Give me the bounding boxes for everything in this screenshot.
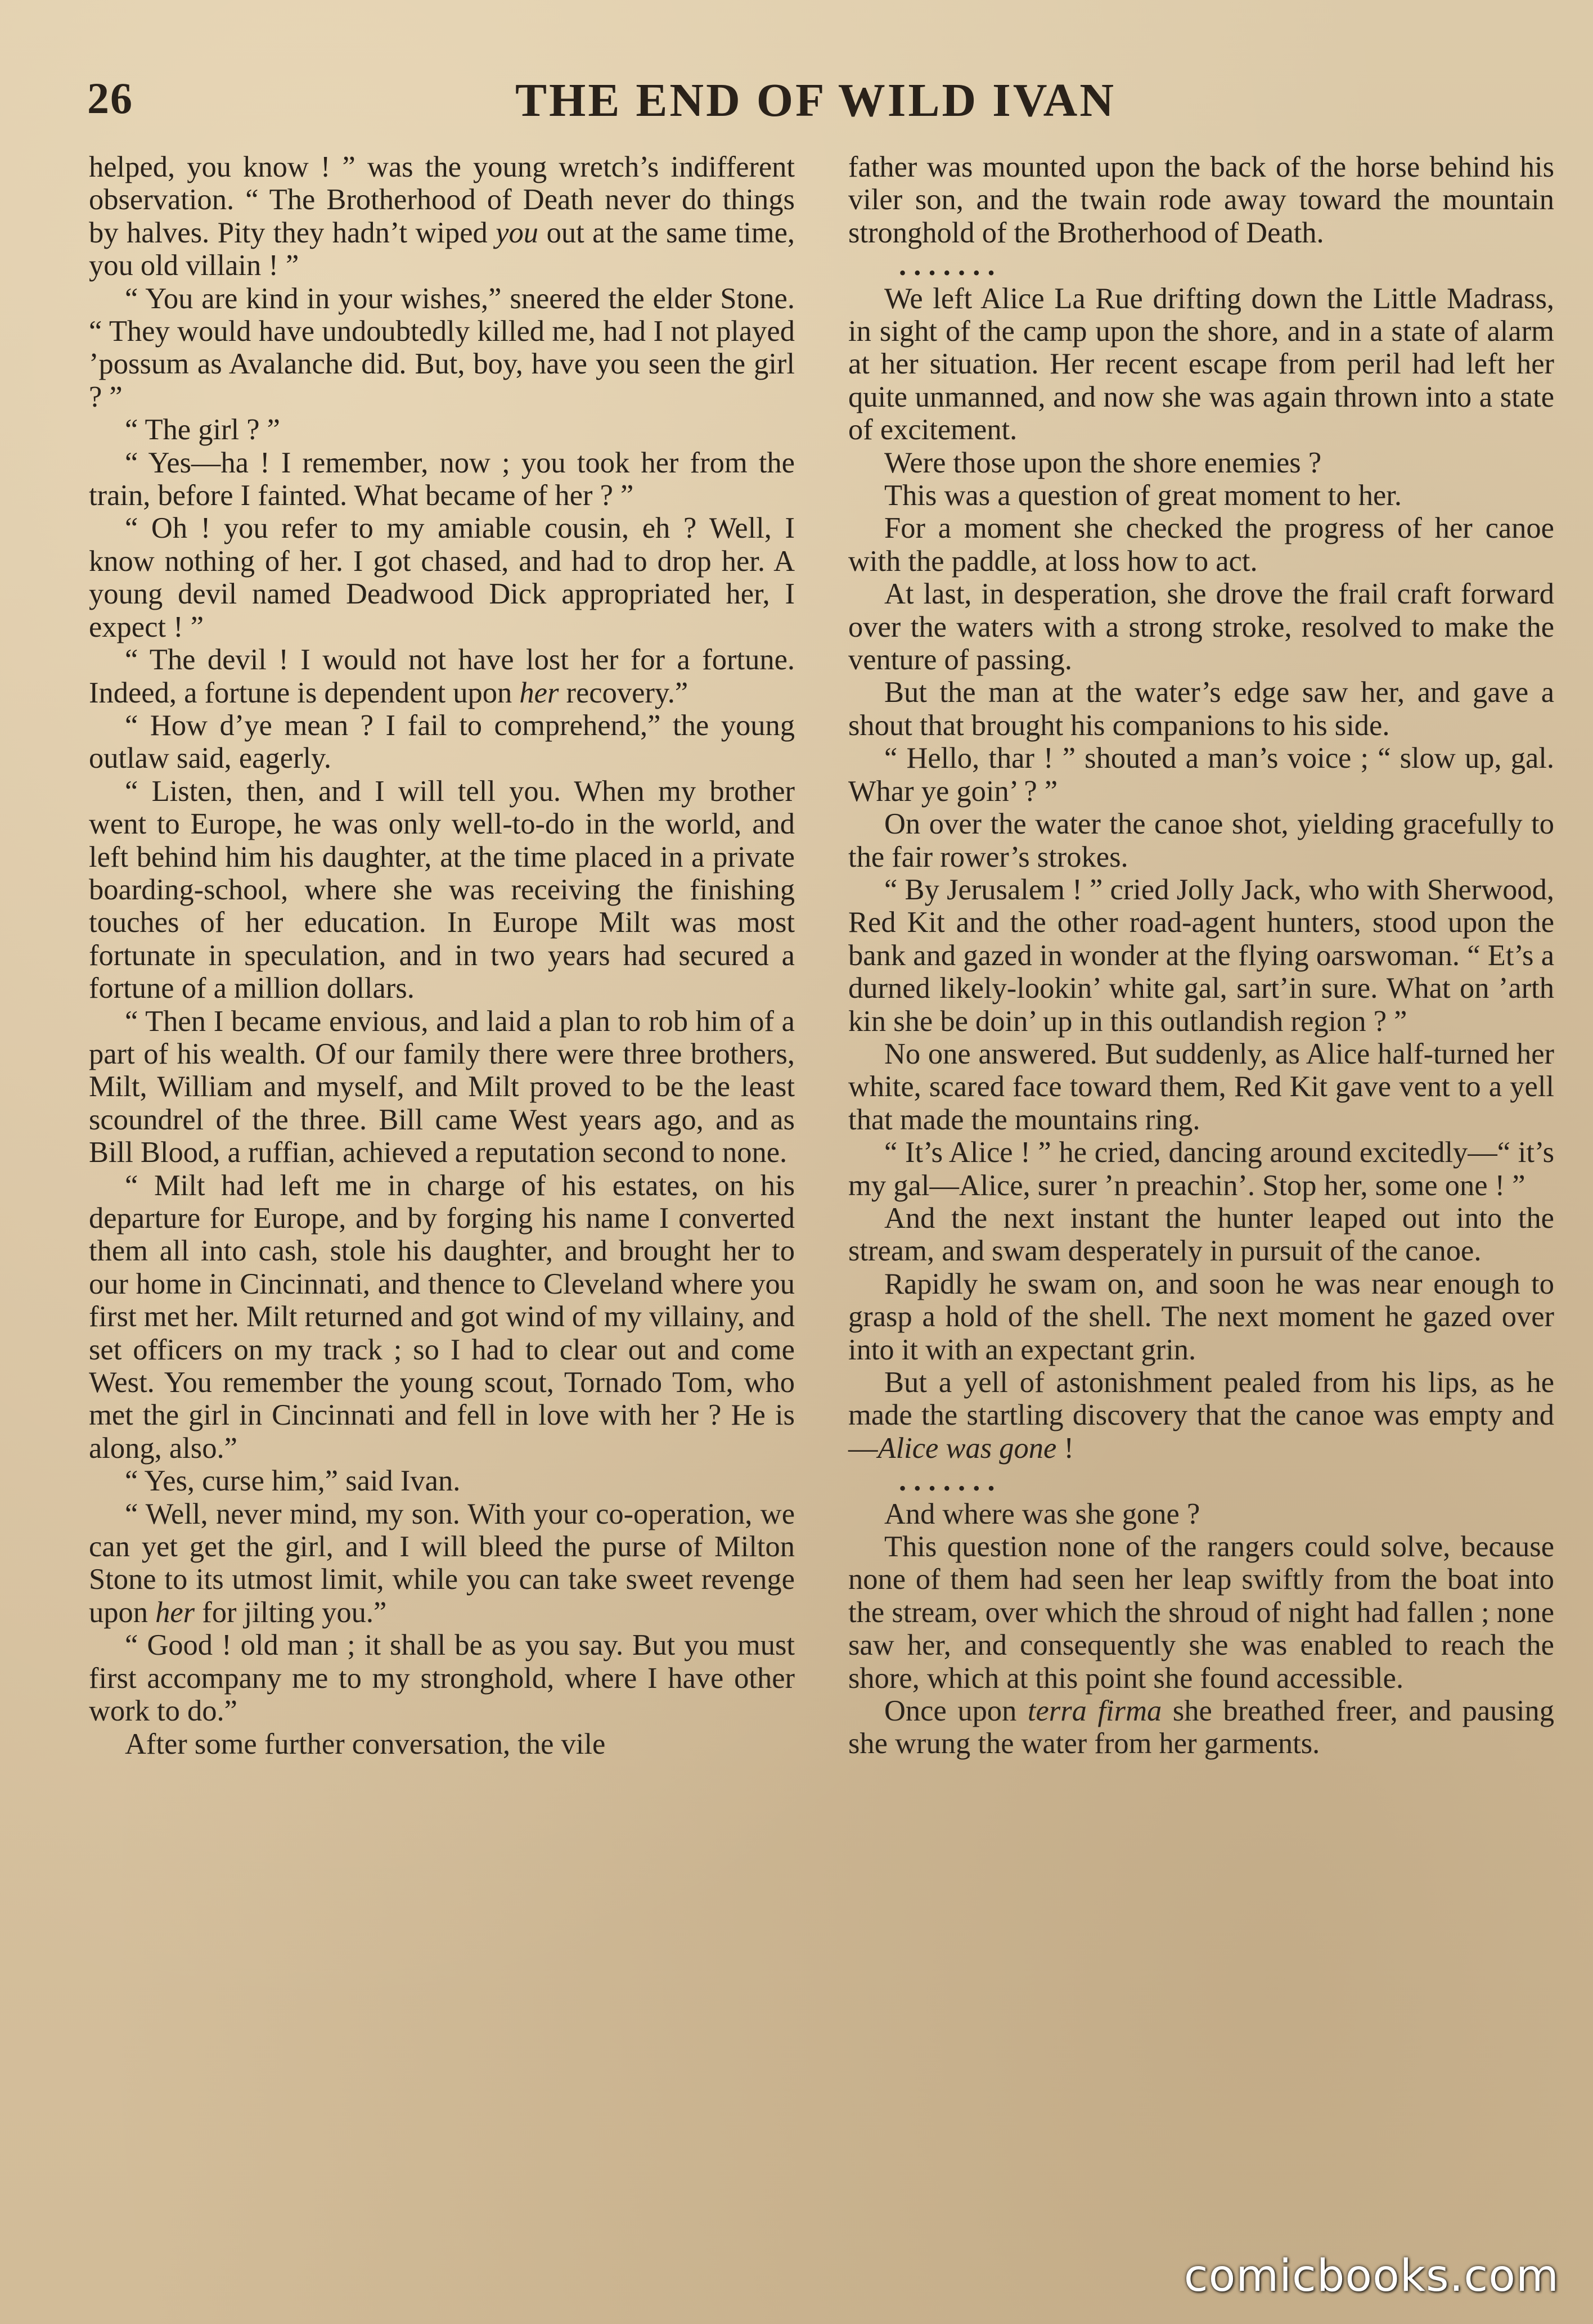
paragraph: This was a question of great moment to her. xyxy=(884,479,1402,512)
left-column-paragraphs xyxy=(89,151,795,1760)
paragraph: “ Then I became envious, and laid a plan to rob him of a part of his wealth. Of our family there were three brothers, Milt, William and myself, and Milt proved to be the least scoundrel of the three. Bill came West years ago, and as Bill Blood, a ruffian, achieved a reputation second to none. xyxy=(89,1005,795,1169)
paragraph: “ By Jerusalem ! ” cried Jolly Jack, who with Sherwood, Red Kit and the other road-agent hunters, stood upon the bank and gazed in wonder at the flying oarswoman. “ Et’s a durned likely-lookin’ white gal, sart’in sure. What on ’arth kin she be doin’ up in this outlandish region ? ” xyxy=(848,873,1554,1038)
paragraph: And the next instant the hunter leaped out into the stream, and swam desperately in pursuit of the canoe. xyxy=(848,1201,1554,1268)
watermark: comicbooks.com xyxy=(1184,2251,1559,2302)
paragraph: This question none of the rangers could solve, because none of them had seen her leap swiftly from the boat into the stream, over which the shroud of night had fallen ; none saw her, and consequently she was enabled to reach the shore, which at this point she found accessible. xyxy=(848,1530,1554,1695)
paragraph: No one answered. But suddenly, as Alice half-turned her white, scared face toward them, Red Kit gave vent to a yell that made the mountains ring. xyxy=(848,1037,1554,1136)
paragraph: “ Oh ! you refer to my amiable cousin, eh ? Well, I know nothing of her. I got chased, and had to drop her. A young devil named Deadwood Dick appropriated her, I expect ! ” xyxy=(89,512,795,643)
section-break-dots: . . . . . . . xyxy=(899,249,995,282)
paragraph: Rapidly he swam on, and soon he was near enough to grasp a hold of the shell. The next moment he gazed over into it with an expectant grin. xyxy=(848,1267,1554,1366)
paragraph: For a moment she checked the progress of her canoe with the paddle, at loss how to act. xyxy=(848,512,1554,578)
paragraph: “ You are kind in your wishes,” sneered the elder Stone. “ They would have undoubtedly killed me, had I not played ’possum as Avalanche did. But, boy, have you seen the girl ? ” xyxy=(89,282,795,413)
paragraph: After some further conversation, the vile xyxy=(125,1727,606,1760)
paragraph: “ It’s Alice ! ” he cried, dancing around excitedly—“ it’s my gal—Alice, surer ’n preachin’. Stop her, some one ! ” xyxy=(848,1136,1554,1202)
paragraph: father was mounted upon the back of the horse behind his viler son, and the twain rode away toward the mountain stronghold of the Brotherhood of Death. xyxy=(848,151,1554,249)
paragraph: “ Milt had left me in charge of his estates, on his departure for Europe, and by forging his name I converted them all into cash, stole his daughter, and brought her to our home in Cincinnati, and thence to Cleveland where you first met her. Milt returned and got wind of my villainy, and set officers on my track ; so I had to clear out and come West. You remember the young scout, Tornado Tom, who met the girl in Cincinnati and fell in love with her ? He is along, also.” xyxy=(89,1169,795,1465)
running-title: THE END OF WILD IVAN xyxy=(515,74,1116,127)
paragraph: helped, you know ! ” was the young wretch’s indifferent observation. “ The Brotherhood of Death never do things by halves. Pity they hadn’t wiped you out at the same time, you old villain ! ” xyxy=(89,151,795,282)
paragraph: “ Good ! old man ; it shall be as you say. But you must first accompany me to my stronghold, where I have other work to do.” xyxy=(89,1629,795,1728)
page-header xyxy=(87,73,1544,135)
section-break-2 xyxy=(848,1465,1554,1497)
paragraph: “ How d’ye mean ? I fail to comprehend,” the young outlaw said, eagerly. xyxy=(89,709,795,775)
paragraph: Were those upon the shore enemies ? xyxy=(884,446,1322,479)
paragraph: We left Alice La Rue drifting down the Little Madrass, in sight of the camp upon the shore, and in a state of alarm at her situation. Her recent escape from peril had left her quite unmanned, and now she was again thrown into a state of excitement. xyxy=(848,282,1554,447)
paragraph: “ The girl ? ” xyxy=(125,413,280,447)
section-break-dots: . . . . . . . xyxy=(899,1465,995,1498)
paragraph: “ Well, never mind, my son. With your co-operation, we can yet get the girl, and I will bleed the purse of Milton Stone to its utmost limit, while you can take sweet revenge upon her for jilting you.” xyxy=(89,1497,795,1629)
right-column-bottom-paragraphs xyxy=(848,1498,1554,1760)
paragraph: “ Hello, thar ! ” shouted a man’s voice ; “ slow up, gal. Whar ye goin’ ? ” xyxy=(848,742,1554,808)
page-number: 26 xyxy=(87,74,133,123)
paragraph: And where was she gone ? xyxy=(884,1497,1200,1530)
paragraph: “ The devil ! I would not have lost her for a fortune. Indeed, a fortune is dependent upon her recovery.” xyxy=(89,643,795,709)
paragraph: “ Yes, curse him,” said Ivan. xyxy=(125,1465,461,1498)
paragraph: At last, in desperation, she drove the frail craft forward over the waters with a strong stroke, resolved to make the venture of passing. xyxy=(848,578,1554,677)
paragraph: On over the water the canoe shot, yielding gracefully to the fair rower’s strokes. xyxy=(848,808,1554,873)
paragraph: Once upon terra firma she breathed freer, and pausing she wrung the water from her garments. xyxy=(848,1695,1554,1760)
paragraph: “ Listen, then, and I will tell you. When my brother went to Europe, he was only well-to-do in the world, and left behind him his daughter, at the time placed in a private boarding-school, where she was receiving the finishing touches of her education. In Europe Milt was most fortunate in speculation, and in two years had secured a fortune of a million dollars. xyxy=(89,774,795,1005)
section-break-1 xyxy=(848,249,1554,282)
paragraph: But the man at the water’s edge saw her, and gave a shout that brought his companions to his side. xyxy=(848,676,1554,742)
left-column xyxy=(89,151,795,1760)
paragraph: But a yell of astonishment pealed from his lips, as he made the startling discovery that the canoe was empty and—Alice was gone ! xyxy=(848,1366,1554,1465)
paragraph: “ Yes—ha ! I remember, now ; you took her from the train, before I fainted. What became of her ? ” xyxy=(89,446,795,512)
right-column-top-paragraphs xyxy=(848,151,1554,249)
right-column xyxy=(848,151,1554,1760)
right-column-middle-paragraphs xyxy=(848,282,1554,1465)
